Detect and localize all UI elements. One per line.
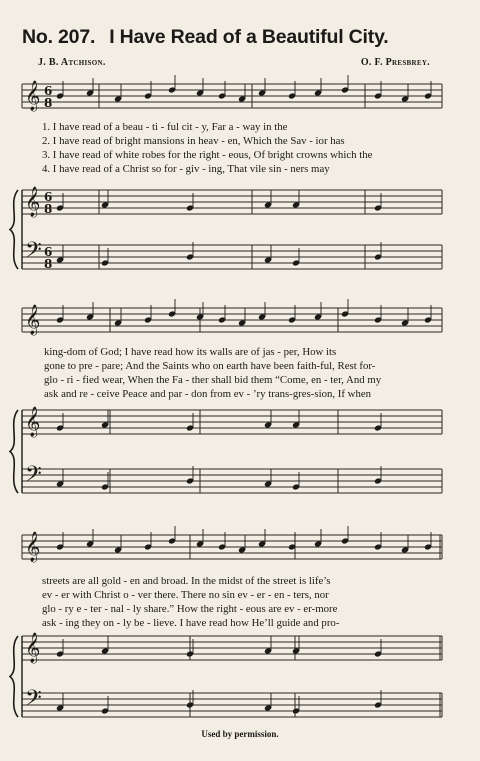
time-signature-bottom: 8 — [44, 96, 53, 110]
staff — [22, 690, 442, 717]
treble-clef-icon: 𝄞 — [25, 81, 41, 111]
time-signature-top: 6 — [44, 245, 53, 259]
staff — [22, 299, 442, 332]
time-signature-top: 6 — [44, 190, 53, 204]
staff — [22, 190, 442, 214]
bass-clef-icon: 𝄢 — [25, 462, 42, 492]
lyric-line: ev - er with Christ o - ver there. There no sin ev - er - en - ters, nor — [42, 589, 329, 601]
lyric-line: king-dom of God; I have read how its walls are of jas - per, How its — [44, 346, 337, 358]
bass-clef-icon: 𝄢 — [25, 238, 42, 268]
author-credit: O. F. Presbrey. — [360, 57, 430, 68]
staff — [22, 466, 442, 493]
lyric-line: streets are all gold - en and broad. In the midst of the street is life’s — [42, 575, 331, 587]
bass-clef-icon: 𝄢 — [25, 686, 42, 716]
lyric-line: ask and re - ceive Peace and par - don from ev - ’ry trans-gres-sion, If when — [44, 388, 372, 400]
hymn-number: No. 207. — [22, 26, 96, 48]
staff — [22, 75, 442, 108]
lyric-line: 1. I have read of a beau - ti - ful cit - y, Far a - way in the — [42, 121, 288, 133]
brace — [10, 636, 18, 717]
treble-clef-icon: 𝄞 — [25, 187, 41, 217]
treble-clef-icon: 𝄞 — [25, 407, 41, 437]
staff — [22, 526, 442, 559]
staff — [22, 636, 442, 660]
permission-note: Used by permission. — [201, 729, 279, 739]
time-signature-bottom: 8 — [44, 202, 53, 216]
lyric-line: ask - ing they on - ly be - lieve. I have read how He’ll guide and pro- — [42, 617, 340, 629]
lyric-line: glo - ry e - ter - nal - ly share.” How the right - eous are ev - er-more — [42, 603, 338, 615]
composer-credit: J. B. Atchison. — [38, 57, 106, 68]
treble-clef-icon: 𝄞 — [25, 633, 41, 663]
staff — [22, 410, 442, 434]
treble-clef-icon: 𝄞 — [25, 305, 41, 335]
lyric-line: 3. I have read of white robes for the right - eous, Of bright crowns which the — [42, 149, 373, 161]
time-signature-bottom: 8 — [44, 257, 53, 271]
staff — [22, 242, 442, 269]
treble-clef-icon: 𝄞 — [25, 532, 41, 562]
lyric-line: gone to pre - pare; And the Saints who on earth have been faith-ful, Rest for- — [44, 360, 376, 372]
time-signature-top: 6 — [44, 84, 53, 98]
lyric-line: 4. I have read of a Christ so for - giv - ing, That vile sin - ners may — [42, 163, 330, 175]
lyric-line: 2. I have read of bright mansions in heav - en, Which the Sav - ior has — [42, 135, 345, 147]
brace — [10, 410, 18, 493]
lyric-line: glo - ri - fied wear, When the Fa - ther shall bid them “Come, en - ter, And my — [44, 374, 382, 386]
brace — [10, 190, 18, 269]
hymn-title: I Have Read of a Beautiful City. — [109, 26, 389, 48]
